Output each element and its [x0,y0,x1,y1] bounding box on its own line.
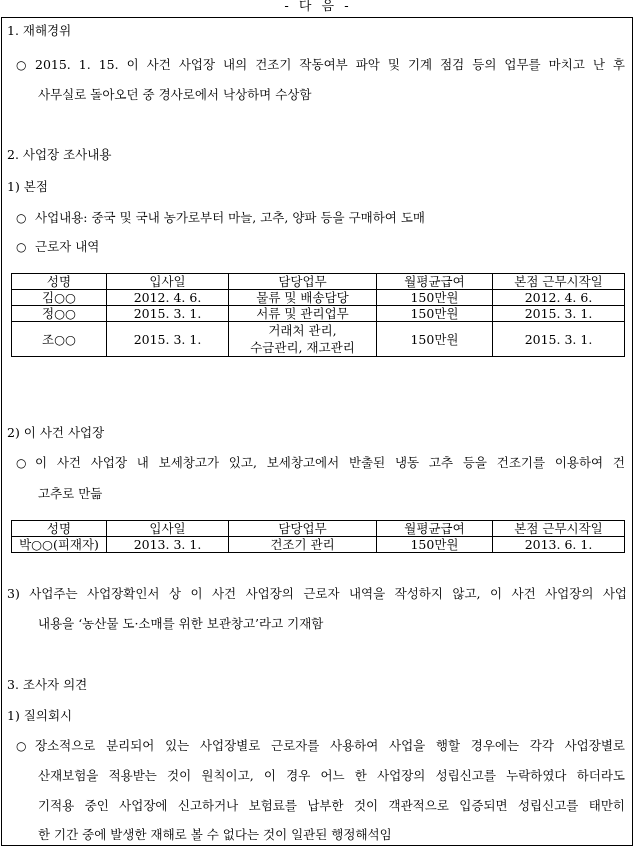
table-cell: 2015. 3. 1. [107,306,229,322]
table-header-cell: 성명 [12,274,107,290]
table-cell: 김○○ [12,290,107,306]
s2-bullet-3-line-1: 이 사건 사업장 내 보세창고가 있고, 보세창고에서 반출된 냉동 고추 등을 건조기를 이용하여 건 [35,455,625,470]
table-cell: 2012. 4. 6. [107,290,229,306]
table-cell: 건조기 관리 [229,537,377,553]
table-header-cell: 성명 [12,521,107,537]
s1-line-1: 2015. 1. 15. 이 사건 사업장 내의 건조기 작동여부 파악 및 기계 점검 등의 업무를 마치고 난 후 [35,57,625,72]
table-cell: 2012. 4. 6. [493,290,625,306]
s3-line-4: 한 기간 중에 발생한 재해로 볼 수 없다는 것이 일관된 행정해석임 [38,827,392,842]
section-3-title: 3. 조사자 의견 [7,677,88,692]
table-row [12,322,625,357]
table-row [12,306,625,322]
s2-sub-2: 2) 이 사건 사업장 [7,425,105,440]
table-row [12,537,625,553]
bullet-icon: ○ [16,739,27,753]
table-cell: 정○○ [12,306,107,322]
employee-table-2 [11,520,625,553]
table-cell: 2015. 3. 1. [493,322,625,357]
table-header-row [12,274,625,290]
s2-sub-1: 1) 본점 [7,179,48,194]
table-header-cell: 입사일 [107,521,229,537]
table-row [12,290,625,306]
table-header-cell: 본점 근무시작일 [493,274,625,290]
table-cell: 2013. 6. 1. [493,537,625,553]
section-1-title: 1. 재해경위 [7,23,72,38]
table-cell: 150만원 [377,322,493,357]
s2-bullet-1: 사업내용: 중국 및 국내 농가로부터 마늘, 고추, 양파 등을 구매하여 도매 [35,210,425,225]
s2-sub-3-line-2: 내용을 ‘농산물 도·소매를 위한 보관창고’라고 기재함 [38,616,324,631]
table-cell: 박○○(피재자) [12,537,107,553]
page-header: - 다 음 - [284,0,352,14]
s2-bullet-3-line-2: 고추로 만듦 [38,486,103,501]
section-2-title: 2. 사업장 조사내용 [7,147,112,162]
table-header-cell: 입사일 [107,274,229,290]
table-cell: 서류 및 관리업무 [229,306,377,322]
table-header-cell: 담당업무 [229,521,377,537]
s2-bullet-2: 근로자 내역 [35,239,100,254]
s2-sub-3-line-1: 3) 사업주는 사업장확인서 상 이 사건 사업장의 근로자 내역을 작성하지 않고, 이 사건 사업장의 사업 [7,586,627,601]
table-header-cell: 월평균급여 [377,521,493,537]
table-header-cell: 월평균급여 [377,274,493,290]
table-cell: 150만원 [377,290,493,306]
table-cell: 물류 및 배송담당 [229,290,377,306]
table-header-row [12,521,625,537]
table-cell-multiline [229,322,377,357]
table-header-cell: 담당업무 [229,274,377,290]
table-cell: 150만원 [377,537,493,553]
s3-sub-1: 1) 질의회시 [7,708,73,723]
table-cell: 2015. 3. 1. [493,306,625,322]
bullet-icon: ○ [16,58,27,72]
table-header-cell: 본점 근무시작일 [493,521,625,537]
s3-line-3: 기적용 중인 사업장에 신고하거나 보험료를 납부한 것이 객관적으로 입증되면 성립신고를 태만히 [38,798,625,813]
s3-line-2: 산재보험을 적용받는 것이 원칙이고, 이 경우 어느 한 사업장의 성립신고를 누락하였다 하더라도 [38,768,625,783]
duty-line-2: 수금관리, 재고관리 [250,340,355,355]
bullet-icon: ○ [16,456,27,470]
table-cell: 2013. 3. 1. [107,537,229,553]
bullet-icon: ○ [16,240,27,254]
duty-line-1: 거래처 관리, [268,323,337,338]
table-cell: 조○○ [12,322,107,357]
s1-line-2: 사무실로 돌아오던 중 경사로에서 낙상하며 수상함 [38,87,312,102]
table-cell: 150만원 [377,306,493,322]
bullet-icon: ○ [16,211,27,225]
s3-line-1: 장소적으로 분리되어 있는 사업장별로 근로자를 사용하여 사업을 행할 경우에는 각각 사업장별로 [35,738,625,753]
employee-table-1 [11,273,625,357]
table-cell: 2015. 3. 1. [107,322,229,357]
document-frame [1,17,633,846]
